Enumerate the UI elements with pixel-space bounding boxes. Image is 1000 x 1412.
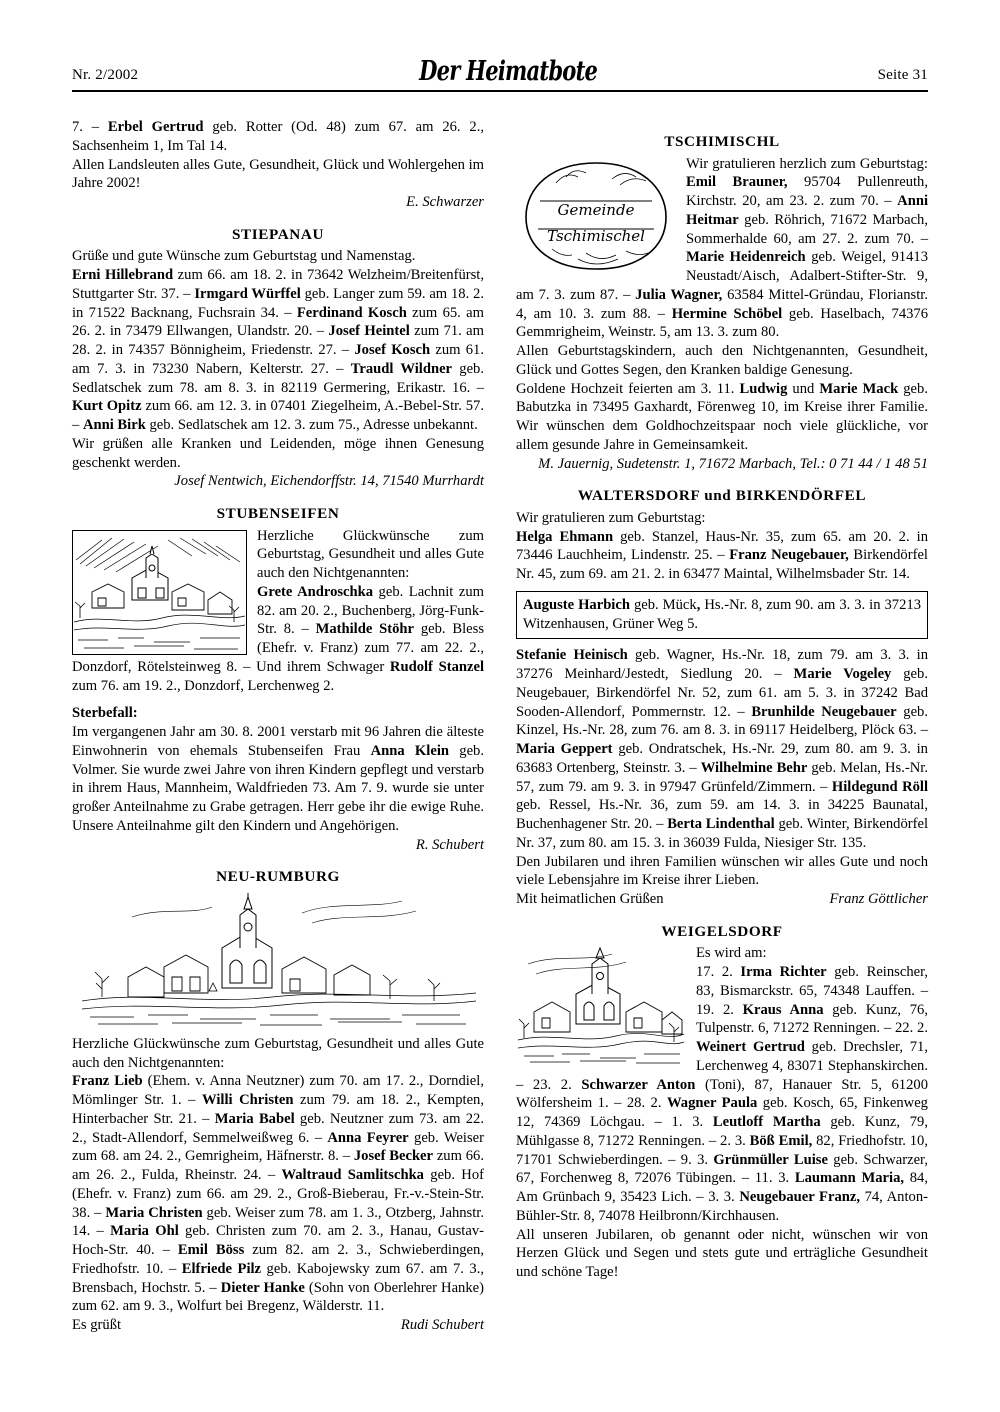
stubenseifen-paragraph-1: Herzliche Glückwünsche zum Geburtstag, Gesundheit und alles Gute auch den Nichtgenannten: [257, 527, 484, 582]
tschimischl-paragraph-2: Allen Geburtstagskindern, auch den Nichtgenannten, Gesundheit, Glück und Gottes Segen, den Kranken baldige Genesung. [516, 343, 928, 378]
stubenseifen-birthday-list: Grete Androschka geb. Lachnit zum 82. am 20. 2., Buchenberg, Jörg-Funk-Str. 8. – Mathilde Stöhr geb. Bless (Ehefr. v. Franz) zum 77. am 22. 2., Donzdorf, Rötelsteinweg 8. – Und ihrem Schwager Rudolf Stanzel zum 76. am 19. 2., Donzdorf, Lerchenweg 2. [72, 583, 485, 694]
tschimischl-golden-wedding: Goldene Hochzeit feierten am 3. 11. Ludwig und Marie Mack geb. Babutzka in 73495 Gaxhardt, Förenweg 10, im Kreise ihrer Familie. Wir wünschen dem Goldhochzeitspaar noch viele glückliche, vor allem gesunde Jahre in Gemeinsamkeit. [516, 380, 928, 453]
svg-text:Gemeinde: Gemeinde [557, 200, 635, 219]
neurumburg-paragraph-1: Herzliche Glückwünsche zum Geburtstag, Gesundheit und alles Gute auch den Nichtgenannten: [72, 1035, 484, 1071]
left-column [72, 118, 484, 1335]
neurumburg-signature: Rudi Schubert [400, 1317, 484, 1334]
waltersdorf-birthday-list-1: Helga Ehmann geb. Stanzel, Haus-Nr. 35, zum 65. am 20. 2. in 73446 Lauchheim, Lindenstr. 25. – Franz Neugebauer, Birkendörfel Nr. 45, zum 69. am 21. 2. in 63477 Maintal, Wilhelmsbader Str. 14. [516, 528, 928, 583]
tschimischl-birthday-list: Wir gratulieren herzlich zum Geburtstag: Emil Brauner, 95704 Pullenreuth, Kirchstr. 20, am 23. 2. zum 70. – Anni Heitmar geb. Röhrich, 71672 Marbach, Sommerhalde 60, am 27. 2. zum 70. – Marie Heidenreich geb. Weigel, 91413 Neustadt/Aisch, Adalbert-Stifter-Str. 9, am 7. 3. zum 87. – Julia Wagner, 63584 Mittel-Gründau, Florianstr. 4, am 10. 3. zum 88. – Hermine Schöbel geb. Haselbach, 74376 Gemmrigheim, Weinstr. 5, am 13. 3. zum 80. [516, 155, 929, 341]
stubenseifen-obituary: Im vergangenen Jahr am 30. 8. 2001 verstarb mit 96 Jahren die älteste Einwohnerin von ehemals Stubenseifen Frau Anna Klein geb. Volmer. Sie wurde zwei Jahre von ihren Kindern gepflegt und verstarb in ihrem Haus, Mannheim, Waldfrieden 73. Am 7. 9. wurde sie unter großer Anteilnahme zu Grabe getragen. Herr gebe ihr die ewige Ruhe. Unsere Anteilnahme gilt den Kindern und Angehörigen. [72, 724, 484, 834]
issue-number: Nr. 2/2002 [72, 67, 139, 83]
stiepanau-signature: Josef Nentwich, Eichendorffstr. 14, 71540 Murrhardt [174, 473, 484, 490]
stubenseifen-subhead-sterbefall: Sterbefall: [72, 705, 138, 722]
village-sketch-illustration [72, 530, 247, 655]
stiepanau-paragraph-1: Grüße und gute Wünsche zum Geburtstag und Namenstag. [72, 248, 416, 265]
church-sketch-illustration [72, 893, 484, 1028]
weigelsdorf-paragraph-1: Es wird am: [696, 945, 767, 962]
stiepanau-paragraph-3: Wir grüßen alle Kranken und Leidenden, möge ihnen Genesung geschenkt werden. [72, 435, 484, 471]
section-heading-tschimischl: TSCHIMISCHL [664, 133, 780, 150]
intro-paragraph-1: 7. – Erbel Gertrud geb. Rotter (Od. 48) zum 67. am 26. 2., Sachsenheim 1, Im Tal 14. [72, 119, 484, 154]
weigelsdorf-birthday-list: 17. 2. Irma Richter geb. Reinscher, 83, Bismarckstr. 65, 74348 Lauffen. – 19. 2. Kraus Anna geb. Kunz, 76, Tulpenstr. 6, 71272 Renningen. – 22. 2. Weinert Gertrud geb. Drechsler, 71, Lerchenweg 4, 83071 Stephanskirchen. – 23. 2. Schwarzer Anton (Toni), 87, Hanauer Str. 5, 61200 Wölfersheim 1. – 28. 2. Wagner Paula geb. Kosch, 65, Finkenweg 12, 74369 Löchgau. – 1. 3. Leutloff Martha geb. Kunz, 79, Mühlgasse 8, 71272 Renningen. – 2. 3. Böß Emil, 82, Friedhofstr. 10, 71701 Schwieberdingen. – 9. 3. Grünmüller Luise geb. Schwarzer, 67, Forchenweg 8, 72076 Tübingen. – 11. 3. Laumann Maria, 84, Am Grünbach 9, 35423 Lich. – 3. 3. Neugebauer Franz, 74, Anton-Bühler-Str. 8, 74078 Heilbronn/Kirchhausen. [516, 964, 929, 1224]
waltersdorf-signature: Franz Göttlicher [829, 891, 928, 908]
waltersdorf-paragraph-4: Den Jubilaren und ihren Familien wünschen wir alles Gute und noch viele Lebensjahre im Kreise ihrer Lieben. [516, 853, 928, 889]
neurumburg-closing: Es grüßt [72, 1317, 122, 1334]
section-heading-waltersdorf: WALTERSDORF und BIRKENDÖRFEL [577, 487, 867, 505]
waltersdorf-paragraph-1: Wir gratulieren zum Geburtstag: [516, 509, 706, 526]
right-column [516, 118, 928, 1282]
section-heading-stiepanau: STIEPANAU [231, 225, 325, 243]
tschimischl-signature: M. Jauernig, Sudetenstr. 1, 71672 Marbach, Tel.: 0 71 44 / 1 48 51 [538, 455, 928, 472]
publication-title: Der Heimatbote [418, 56, 597, 87]
section-heading-weigelsdorf: WEIGELSDORF [661, 922, 783, 940]
masthead [72, 56, 928, 87]
waltersdorf-closing: Mit heimatlichen Grüßen [516, 891, 664, 908]
header-rule [72, 90, 928, 92]
section-heading-neu-rumburg: NEU-RUMBURG [216, 868, 340, 886]
stiepanau-birthday-list: Erni Hillebrand zum 66. am 18. 2. in 73642 Welzheim/Breitenfürst, Stuttgarter Str. 37. – Irmgard Würffel geb. Langer zum 59. am 18. 2. in 71522 Backnang, Fuchsrain 34. – Ferdinand Kosch zum 65. am 26. 2. in 73479 Ellwangen, Ulandstr. 20. – Josef Heintel zum 71. am 28. 2. in 74357 Bönnigheim, Friedenstr. 27. – Josef Kosch zum 61. am 7. 3. in 73230 Nabern, Kelterstr. 27. – Traudl Wildner geb. Sedlatschek zum 78. am 8. 3. in 82119 Germering, Erikastr. 16. – Kurt Opitz zum 66. am 12. 3. in 07401 Ziegelheim, A.-Bebel-Str. 57. – Anni Birk geb. Sedlatschek am 12. 3. zum 75., Adresse unbekannt. [72, 267, 484, 434]
intro-signature: E. Schwarzer [406, 194, 484, 210]
waltersdorf-birthday-list-2: Stefanie Heinisch geb. Wagner, Hs.-Nr. 18, zum 79. am 3. 3. in 37276 Meinhard/Jestedt, Siedlung 20. – Marie Vogeley geb. Neugebauer, Birkendörfel Nr. 52, zum 61. am 5. 3. in 37242 Bad Sooden-Allendorf, Pommernstr. 12. – Brunhilde Neugebauer geb. Kinzel, Hs.-Nr. 28, zum 76. am 8. 3. in 69117 Heidelberg, Plöck 63. – Maria Geppert geb. Ondratschek, Hs.-Nr. 29, zum 80. am 9. 3. in 63683 Ortenberg, Steinstr. 3. – Wilhelmine Behr geb. Melan, Hs.-Nr. 57, zum 79. am 9. 3. in 97947 Grünfeld/Zimmern. – Hildegund Röll geb. Ressel, Hs.-Nr. 36, zum 59. am 14. 3. in 34225 Baunatal, Buchenhagener Str. 20. – Berta Lindenthal geb. Winter, Birkendörfel Nr. 37, zum 80. am 15. 3. in 36039 Fulda, Niesiger Str. 135. [516, 647, 929, 851]
page-number: Seite 31 [877, 67, 928, 83]
community-seal-illustration [516, 157, 676, 275]
highlighted-birthday-box: Auguste Harbich geb. Mück, Hs.-Nr. 8, zum 90. am 3. 3. in 37213 Witzenhausen, Grüner Weg 5. [516, 591, 928, 640]
svg-text:Tschimischel: Tschimischel [547, 226, 645, 245]
neurumburg-birthday-list: Franz Lieb (Ehem. v. Anna Neutzner) zum 70. am 17. 2., Dorndiel, Mömlinger Str. 1. – Willi Christen zum 79. am 18. 2., Kempten, Hinterbacher Str. 21. – Maria Babel geb. Neutzner zum 73. am 22. 2., Stadt-Allendorf, Semmelweißweg 6. – Anna Feyrer geb. Weiser zum 68. am 24. 2., Gemrigheim, Häfnerstr. 8. – Josef Becker zum 66. am 26. 2., Fulda, Rheinstr. 24. – Waltraud Samlitschka geb. Hof (Ehefr. v. Franz) zum 66. am 29. 2., Groß-Bieberau, Fr.-v.-Stein-Str. 38. – Maria Christen geb. Weiser zum 78. am 1. 3., Otzberg, Jahnstr. 14. – Maria Ohl geb. Christen zum 70. am 2. 3., Hanau, Gustav-Hoch-Str. 40. – Emil Böss zum 82. am 2. 3., Schwieberdingen, Friedhofstr. 10. – Elfriede Pilz geb. Kabojewsky zum 67. am 7. 3., Brensbach, Hochstr. 5. – Dieter Hanke (Sohn von Oberlehrer Hanke) zum 62. am 9. 3., Wolfurt bei Bregenz, Wälderstr. 11. [72, 1073, 484, 1315]
section-heading-stubenseifen: STUBENSEIFEN [216, 505, 340, 523]
weigelsdorf-village-illustration [516, 946, 686, 1064]
intro-paragraph-2: Allen Landsleuten alles Gute, Gesundheit, Glück und Wohlergehen im Jahre 2002! [72, 156, 484, 192]
weigelsdorf-paragraph-3: All unseren Jubilaren, ob genannt oder nicht, wünschen wir von Herzen Glück und Segen und stets gute und erträgliche Gesundheit und schöne Tage! [516, 1226, 928, 1281]
stubenseifen-signature: R. Schubert [415, 836, 484, 853]
